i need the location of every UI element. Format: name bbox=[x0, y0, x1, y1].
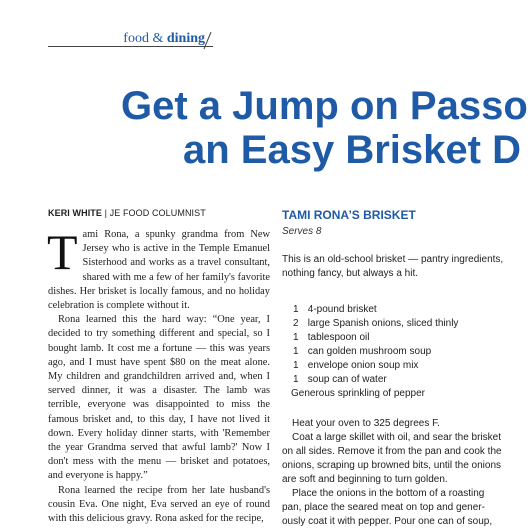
author-name: KERI WHITE bbox=[48, 208, 102, 218]
article-paragraph: Rona learned the recipe from her late husband's cousin Eva. One night, Eva served an eye of round with this delicious gravy. Rona asked for the recipe, bbox=[48, 484, 270, 525]
ingredient-item: Generous sprinkling of pepper bbox=[291, 388, 425, 399]
direction-line: onions, scraping up browned bits, until the onions bbox=[282, 460, 502, 471]
section-slash-ornament bbox=[201, 30, 213, 50]
headline-line-2: an Easy Brisket D bbox=[183, 128, 521, 172]
recipe-serves: Serves 8 bbox=[282, 226, 322, 237]
section-header bbox=[48, 30, 213, 47]
author-role: JE FOOD COLUMNIST bbox=[109, 208, 206, 218]
direction-line: Coat a large skillet with oil, and sear the brisket bbox=[292, 432, 501, 443]
byline-separator: | bbox=[102, 208, 110, 218]
ingredient-item: 1 envelope onion soup mix bbox=[293, 360, 419, 371]
article-body bbox=[47, 224, 270, 525]
recipe-directions bbox=[282, 417, 522, 529]
ingredient-item: 1 4-pound brisket bbox=[293, 304, 377, 315]
ingredient-list bbox=[282, 303, 522, 401]
article-paragraph: Rona learned this the hard way: “One year, I decided to try something different and special, so I bought lamb. It cost me a fortune — this was years ago, and I must have spent $80 on the meat alone. My children and grandchildren arrived and, when I served dinner, it was a disaster. The lamb was terrible, everyone was disappointed to miss the famous brisket and, to this day, I have not lived it down. Every holiday dinner starts, with 'Remember the year Grandma served that awful lamb?' Now I don't mess with the menu — brisket and potatoes, and everyone is happy.” bbox=[48, 314, 270, 482]
ingredient-item: 1 can golden mushroom soup bbox=[293, 346, 432, 357]
direction-line: Heat your oven to 325 degrees F. bbox=[292, 418, 440, 429]
article-paragraph: Tami Rona, a spunky grandma from New Jersey who is active in the Temple Emanuel Sisterhood and works as a travel consultant, shared with me a few of her family's favorite dishes. Her brisket is locally famous, and no holiday celebration is complete without it. bbox=[47, 224, 270, 312]
headline-line-1: Get a Jump on Passo bbox=[121, 84, 528, 128]
direction-line: on all sides. Remove it from the pan and cook the bbox=[282, 446, 502, 457]
ingredient-item: 1 tablespoon oil bbox=[293, 332, 370, 343]
ingredient-item: 2 large Spanish onions, sliced thinly bbox=[293, 318, 459, 329]
direction-line: ously coat it with pepper. Pour one can of soup, bbox=[282, 516, 493, 527]
section-label: food & bbox=[123, 31, 167, 46]
section-label-strong: dining bbox=[166, 31, 205, 46]
recipe-intro: This is an old-school brisket — pantry ingredients, nothing fancy, but always a hit. bbox=[282, 254, 504, 279]
drop-cap: T bbox=[47, 224, 78, 280]
byline bbox=[48, 208, 206, 218]
direction-line: are soft and beginning to turn golden. bbox=[282, 474, 448, 485]
ingredient-item: 1 soup can of water bbox=[293, 374, 387, 385]
recipe-column bbox=[282, 206, 522, 527]
direction-line: Place the onions in the bottom of a roasting bbox=[292, 488, 485, 499]
direction-line: pan, place the seared meat on top and gener- bbox=[282, 502, 485, 513]
recipe-title: TAMI RONA’S BRISKET bbox=[282, 208, 416, 222]
